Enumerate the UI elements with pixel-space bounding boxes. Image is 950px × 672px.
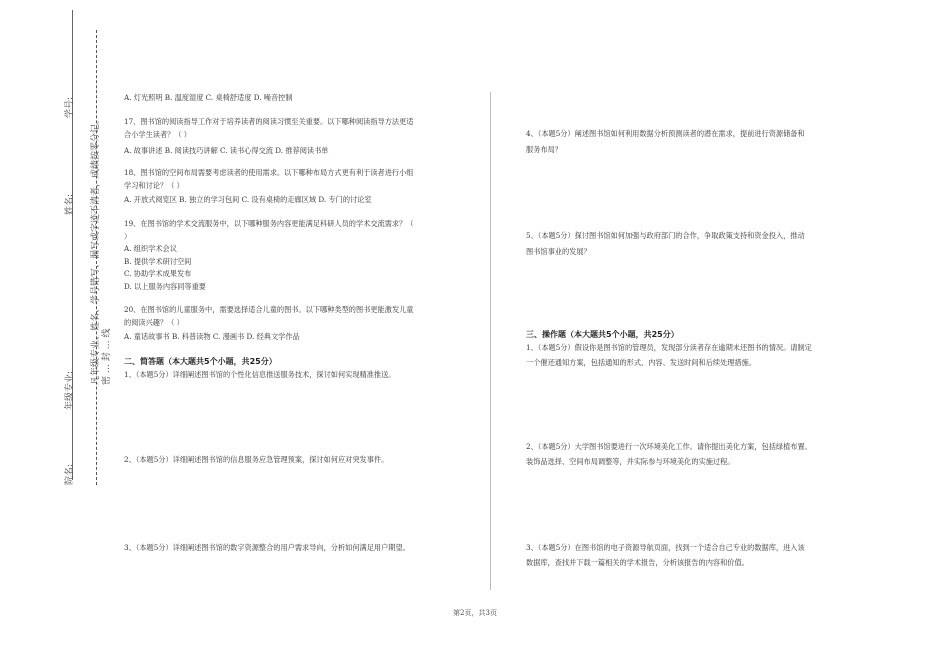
q19-stem-line1: 19、在图书馆的学术交流服务中，以下哪种服务内容更能满足科研人员的学术交流需求？（ xyxy=(124,219,414,228)
binding-strip xyxy=(0,0,110,672)
short-answer-4-line1: 4、（本题5分）阐述图书馆如何利用数据分析预测读者的潜在需求，提前进行资源储备和 xyxy=(526,129,805,138)
binding-warning: 凡年级专业、姓名、学号错写、漏写或字迹不清者，成绩按零分记。 xyxy=(91,114,101,385)
short-answer-5 xyxy=(526,230,805,258)
q19-option-a: A. 组织学术会议 xyxy=(124,244,177,253)
question-18 xyxy=(124,167,413,207)
operation-2 xyxy=(526,441,812,468)
operation-2-line1: 2、（本题5分）大学图书馆要进行一次环境美化工作。请你提出美化方案，包括绿植布置、 xyxy=(526,442,812,451)
question-19 xyxy=(124,218,413,293)
operation-3-line1: 3、（本题5分）在图书馆的电子资源导航页面，找到一个适合自己专业的数据库，进入该 xyxy=(526,543,805,552)
short-answer-4 xyxy=(526,128,805,156)
column-divider xyxy=(490,92,491,590)
q19-option-d: D. 以上服务内容同等重要 xyxy=(124,281,206,291)
q20-stem-line1: 20、在图书馆的儿童服务中，需要选择适合儿童的图书。以下哪种类型的图书更能激发儿童 xyxy=(124,305,414,314)
short-answer-4-line2: 服务布局？ xyxy=(526,144,562,154)
q17-stem-line2: 合小学生读者？（ ） xyxy=(124,129,191,139)
short-answer-2: 2、（本题5分）详细阐述图书馆的信息服务应急管理预案，探讨如何应对突发事件。 xyxy=(124,455,389,464)
section-3-title: 三、操作题（本大题共5个小题，共25分） xyxy=(526,330,679,339)
short-answer-3: 3、（本题5分）详细阐述图书馆的数字资源整合的用户需求导向，分析如何满足用户期望。 xyxy=(124,543,410,552)
operation-1-line2: 一个催还通知方案，包括通知的形式、内容、发送时间和后续处理措施。 xyxy=(526,357,757,367)
student-id-label: 学号: xyxy=(65,96,75,118)
major-label: 年级专业: xyxy=(65,370,75,410)
short-answer-1: 1、（本题5分）详细阐述图书馆的个性化信息推送服务技术，探讨如何实现精准推送。 xyxy=(124,370,396,379)
question-17 xyxy=(124,116,413,158)
operation-1 xyxy=(526,342,812,369)
q19-option-c: C. 协助学术成果发布 xyxy=(124,269,192,278)
q19-stem-line2: ） xyxy=(124,231,132,241)
operation-3 xyxy=(526,542,805,569)
section-2-title: 二、简答题（本大题共5个小题，共25分） xyxy=(124,357,277,366)
q20-stem-line2: 的阅读兴趣？（ ） xyxy=(124,317,184,327)
q20-options: A. 童话故事书 B. 科普读物 C. 漫画书 D. 经典文学作品 xyxy=(124,332,300,341)
q19-option-b: B. 提供学术研讨空间 xyxy=(124,256,192,266)
short-answer-5-line2: 图书馆事业的发展？ xyxy=(526,246,591,256)
question-20 xyxy=(124,304,413,344)
page-footer: 第2页，共3页 xyxy=(453,609,497,617)
binding-seal: 密 … 封 … 线 xyxy=(102,328,112,385)
q17-options: A. 故事讲述 B. 阅读技巧讲解 C. 读书心得交流 D. 推荐阅读书单 xyxy=(124,146,329,155)
short-answer-5-line1: 5、（本题5分）探讨图书馆如何加强与政府部门的合作，争取政策支持和资金投入，推动 xyxy=(526,231,805,240)
q18-stem-line2: 学习和讨论？（ ） xyxy=(124,180,184,190)
name-label: 姓名: xyxy=(65,193,75,215)
q17-stem-line1: 17、图书馆的阅读指导工作对于培养读者的阅读习惯至关重要。以下哪种阅读指导方法更适 xyxy=(124,117,414,126)
q16-options: A. 灯光照明 B. 温度湿度 C. 桌椅舒适度 D. 噪音控制 xyxy=(124,93,293,102)
operation-1-line1: 1、（本题5分）假设你是图书馆的管理员，发现部分读者存在逾期未还图书的情况。请制定 xyxy=(526,343,812,352)
school-label: 院名: xyxy=(65,463,75,485)
q18-options: A. 开放式阅览区 B. 独立的学习包间 C. 设有桌椅的走廊区域 D. 专门的讨论室 xyxy=(124,195,372,204)
operation-3-line2: 数据库，查找并下载一篇相关的学术报告，分析该报告的内容和价值。 xyxy=(526,557,749,567)
q18-stem-line1: 18、图书馆的空间布局需要考虑读者的使用需求。以下哪种布局方式更有利于读者进行小组 xyxy=(124,168,414,177)
operation-2-line2: 装饰品选择、空间布局调整等，并实际参与环境美化的实施过程。 xyxy=(526,456,735,466)
